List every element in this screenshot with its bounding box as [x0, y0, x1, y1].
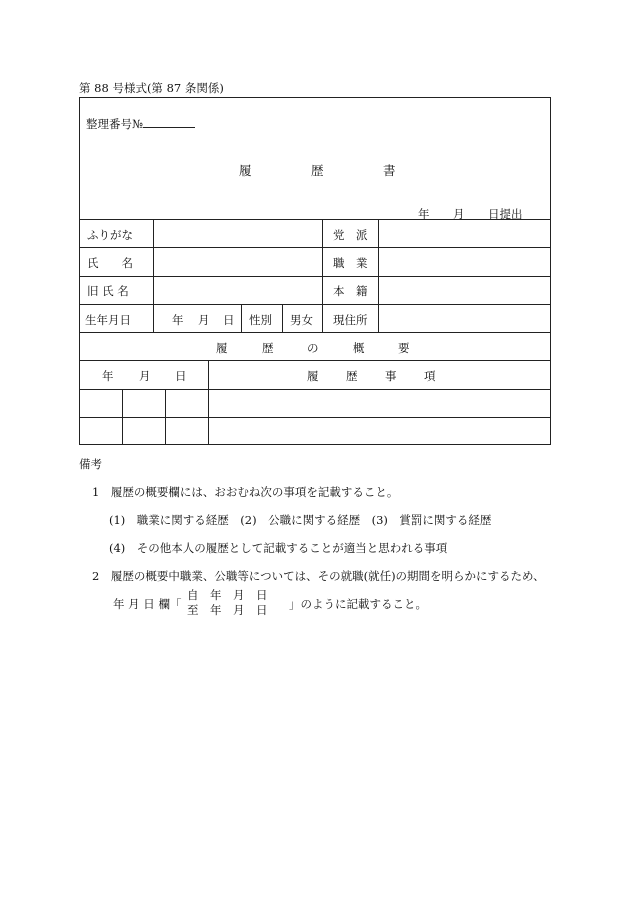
history-matter-cell[interactable]	[212, 392, 546, 415]
divider	[165, 389, 166, 444]
birth-month-label: 月	[198, 313, 210, 327]
history-year-cell[interactable]	[82, 420, 120, 443]
former-name-label: 旧 氏 名	[87, 284, 129, 298]
divider	[153, 219, 154, 332]
divider	[80, 247, 550, 248]
gender-label: 性別	[249, 313, 272, 327]
col-matters-char-2: 歴	[346, 369, 358, 383]
divider	[80, 417, 550, 418]
note-item-2-prefix: 年 月 日 欄「	[113, 597, 182, 611]
note-item-1: 1 履歴の概要欄には、おおむね次の事項を記載すること。	[92, 485, 399, 499]
divider	[80, 219, 550, 220]
divider	[208, 360, 209, 444]
history-month-cell[interactable]	[125, 420, 163, 443]
summary-heading-char-5: 要	[398, 341, 410, 355]
divider	[80, 360, 550, 361]
note-item-2: 2 履歴の概要中職業、公職等については、その就職(就任)の期間を明らかにするため、	[92, 569, 545, 583]
history-year-cell[interactable]	[82, 392, 120, 415]
birthdate-label: 生年月日	[85, 313, 131, 327]
col-year-header: 年	[102, 369, 114, 383]
party-field[interactable]	[382, 222, 547, 245]
party-label: 党 派	[333, 228, 368, 242]
divider	[282, 304, 283, 332]
note-item-2-to: 至 年 月 日	[187, 603, 268, 617]
resume-form-table	[79, 97, 551, 445]
domicile-field[interactable]	[382, 279, 547, 302]
submit-month-label: 月	[453, 207, 465, 221]
summary-heading-char-1: 履	[216, 341, 228, 355]
address-label: 現住所	[333, 313, 368, 327]
document-title-char-3: 書	[383, 163, 396, 178]
serial-number-blank[interactable]	[143, 116, 195, 128]
divider	[322, 219, 323, 332]
divider	[122, 389, 123, 444]
divider	[378, 219, 379, 332]
address-field[interactable]	[382, 307, 547, 330]
summary-heading-char-3: の	[307, 341, 319, 355]
col-matters-char-1: 履	[307, 369, 319, 383]
occupation-field[interactable]	[382, 250, 547, 273]
furigana-label: ふりがな	[87, 228, 133, 242]
note-subitems-2: (4) その他本人の履歴として記載することが適当と思われる事項	[109, 541, 448, 555]
col-month-header: 月	[139, 369, 151, 383]
col-day-header: 日	[175, 369, 187, 383]
history-month-cell[interactable]	[125, 392, 163, 415]
document-title-char-2: 歴	[311, 163, 324, 178]
former-name-field[interactable]	[158, 279, 318, 302]
divider	[80, 332, 550, 333]
submit-year-label: 年	[418, 207, 430, 221]
submit-day-label: 日提出	[488, 207, 523, 221]
summary-heading-char-4: 概	[353, 341, 365, 355]
serial-number-field	[86, 116, 195, 132]
domicile-label: 本 籍	[333, 284, 368, 298]
gender-value[interactable]: 男女	[290, 313, 313, 327]
note-item-2-suffix: 」のように記載すること。	[289, 597, 427, 611]
history-day-cell[interactable]	[168, 392, 206, 415]
divider	[80, 304, 550, 305]
divider	[80, 276, 550, 277]
history-matter-cell[interactable]	[212, 420, 546, 443]
note-subitems-1: (1) 職業に関する経歴 (2) 公職に関する経歴 (3) 賞罰に関する経歴	[109, 513, 492, 527]
furigana-field[interactable]	[158, 222, 318, 245]
birth-year-label: 年	[172, 313, 184, 327]
history-day-cell[interactable]	[168, 420, 206, 443]
divider	[80, 389, 550, 390]
note-item-2-from: 自 年 月 日	[187, 588, 268, 602]
name-label: 氏 名	[87, 256, 133, 270]
col-matters-char-3: 事	[385, 369, 397, 383]
divider	[241, 304, 242, 332]
col-matters-char-4: 項	[424, 369, 436, 383]
summary-heading-char-2: 歴	[262, 341, 274, 355]
serial-number-label: 整理番号№	[86, 117, 143, 131]
birth-day-label: 日	[223, 313, 235, 327]
form-number: 第 88 号様式(第 87 条関係)	[79, 81, 224, 95]
notes-heading: 備考	[79, 457, 102, 471]
occupation-label: 職 業	[333, 256, 368, 270]
document-title-char-1: 履	[239, 163, 252, 178]
name-field[interactable]	[158, 250, 318, 273]
